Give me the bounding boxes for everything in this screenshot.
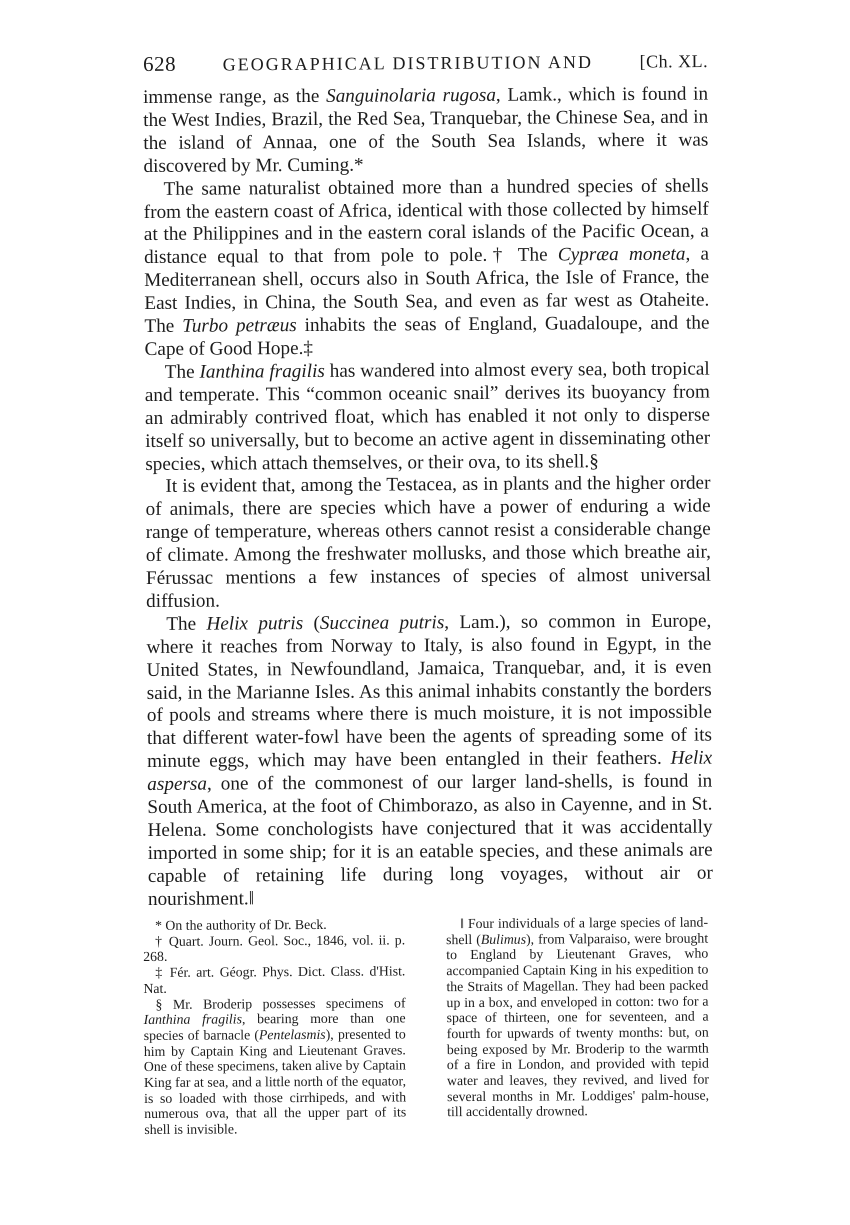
page-number: 628 bbox=[143, 51, 177, 76]
text-run: The same naturalist obtained more than a hundred species of shells from the eastern coast of Africa, identical with those collected by himself at the Philippines and in the eastern coral islands of the Pacific Ocean, a distance equal to that from pole to pole.† The bbox=[143, 175, 709, 269]
running-title: GEOGRAPHICAL DISTRIBUTION AND bbox=[222, 51, 594, 75]
text-run: It is evident that, among the Testacea, as in plants and the higher order of animals, there are species which have a power of enduring a wide range of temperature, whereas others cannot resist a considerable change of climate. Among the freshwater mollusks, and those which breathe air, Férussac mentions a few instances of species of almost universal diffusion. bbox=[145, 472, 712, 612]
footnote: ‡ Fér. art. Géogr. Phys. Dict. Class. d'Hist. Nat. bbox=[143, 963, 406, 996]
paragraph-4 bbox=[145, 473, 711, 614]
text-run: ), presented to him by Captain King and Lieutenant Graves. One of these specimens, taken alive by Captain King far at sea, and a little north of the equator, is so loaded with those cirrhipeds, and with numerous ova, that all the upper part of its shell is invisible. bbox=[143, 1025, 407, 1137]
species-name: Sanguinolaria rugosa bbox=[325, 84, 496, 107]
footnote bbox=[446, 914, 709, 1120]
species-name: Cypræa moneta bbox=[557, 244, 686, 266]
species-name: Succinea putris bbox=[319, 612, 445, 634]
text-run: , a Mediterranean shell, occurs also in South Africa, the Isle of France, the East Indies, in China, the South Sea, and even as far west as Otaheite. The bbox=[144, 243, 710, 338]
footnote: * On the authority of Dr. Beck. bbox=[154, 916, 327, 933]
text-run: ( bbox=[303, 612, 320, 634]
text-run: ), from Valparaiso, were brought to England by Lieutenant Graves, who accompanied Captain King in his expedition to the Straits of Magellan. They had been packed up in a box, and enveloped in cotton: two for a space of thirteen, one for seventeen, and a fourth for upwards of twenty months: but, on being exposed by Mr. Broderip to the warmth of a fire in London, and provided with tepid water and leaves, they revived, and lived for several months in Mr. Loddiges' palm-house, till accidentally drowned. bbox=[446, 929, 710, 1120]
footnote: † Quart. Journ. Geol. Soc., 1846, vol. ii. p. 268. bbox=[143, 931, 406, 965]
species-name: Ianthina fragilis bbox=[199, 360, 325, 383]
paragraph-5 bbox=[146, 610, 713, 911]
species-name: Bulimus bbox=[480, 930, 527, 947]
species-name: Ianthina fragilis bbox=[143, 1011, 242, 1027]
text-run: ‖ Four individuals of a large species of land-shell ( bbox=[446, 914, 709, 947]
text-run: § Mr. Broderip possesses specimens of bbox=[155, 994, 406, 1012]
chapter-reference: [Ch. XL. bbox=[639, 51, 709, 72]
species-name: Turbo petræus bbox=[182, 315, 297, 337]
species-name: Helix putris bbox=[206, 612, 304, 635]
body-text bbox=[143, 84, 713, 912]
running-head bbox=[143, 48, 708, 77]
text-run: , bearing more than one species of barnacle ( bbox=[143, 1010, 406, 1043]
paragraph-3 bbox=[145, 358, 711, 476]
footnote bbox=[143, 995, 406, 1138]
text-run: , Lam.), so common in Europe, where it reaches from Norway to Italy, is also found in Egypt, in the United States, in Newfoundland, Jamaica, Tranquebar, and, it is even said, in the Marianne Isles. As this animal inhabits constantly the borders of pools and streams where there is much moisture, it is not impossible that different water-fowl have been the agents of spreading some of its minute eggs, which may have been entangled in their feathers. bbox=[146, 610, 713, 773]
species-name: Pentelasmis bbox=[258, 1026, 326, 1042]
paragraph-2 bbox=[144, 175, 710, 362]
species-name: Helix aspersa bbox=[147, 747, 713, 796]
text-run: , Lamk., which is found in the West Indies, Brazil, the Red Sea, Tranquebar, the Chinese Sea, and in the island of Annaa, one of the South Sea Islands, where it was discovered by Mr. Cuming.* bbox=[143, 83, 709, 177]
text-run: has wandered into almost every sea, both tropical and temperate. This “common oceanic snail” derives its buoyancy from an admirably contrived float, which has enabled it not only to disperse itself so universally, but to become an active agent in disseminating other species, which attach themselves, or their ova, to its shell.§ bbox=[144, 358, 711, 475]
text-run: The bbox=[166, 613, 207, 635]
text-run: inhabits the seas of England, Guadaloupe, and the Cape of Good Hope.‡ bbox=[144, 312, 710, 360]
text-run: The bbox=[164, 361, 200, 383]
paragraph-1 bbox=[143, 84, 709, 179]
footnotes-right-column bbox=[446, 914, 709, 1135]
text-run: immense range, as the bbox=[143, 85, 327, 108]
text-run: , one of the commonest of our larger land-shells, is found in South America, at the foot of Chimborazo, as also in Cayenne, and in St. Helena. Some conchologists have conjectured that it was accidentally imported in some ship; for it is an eatable species, and these animals are capable of retaining life during long voyages, without air or nourishment.‖ bbox=[147, 770, 713, 910]
footnotes bbox=[143, 914, 709, 1137]
footnotes-left-column bbox=[143, 916, 406, 1137]
